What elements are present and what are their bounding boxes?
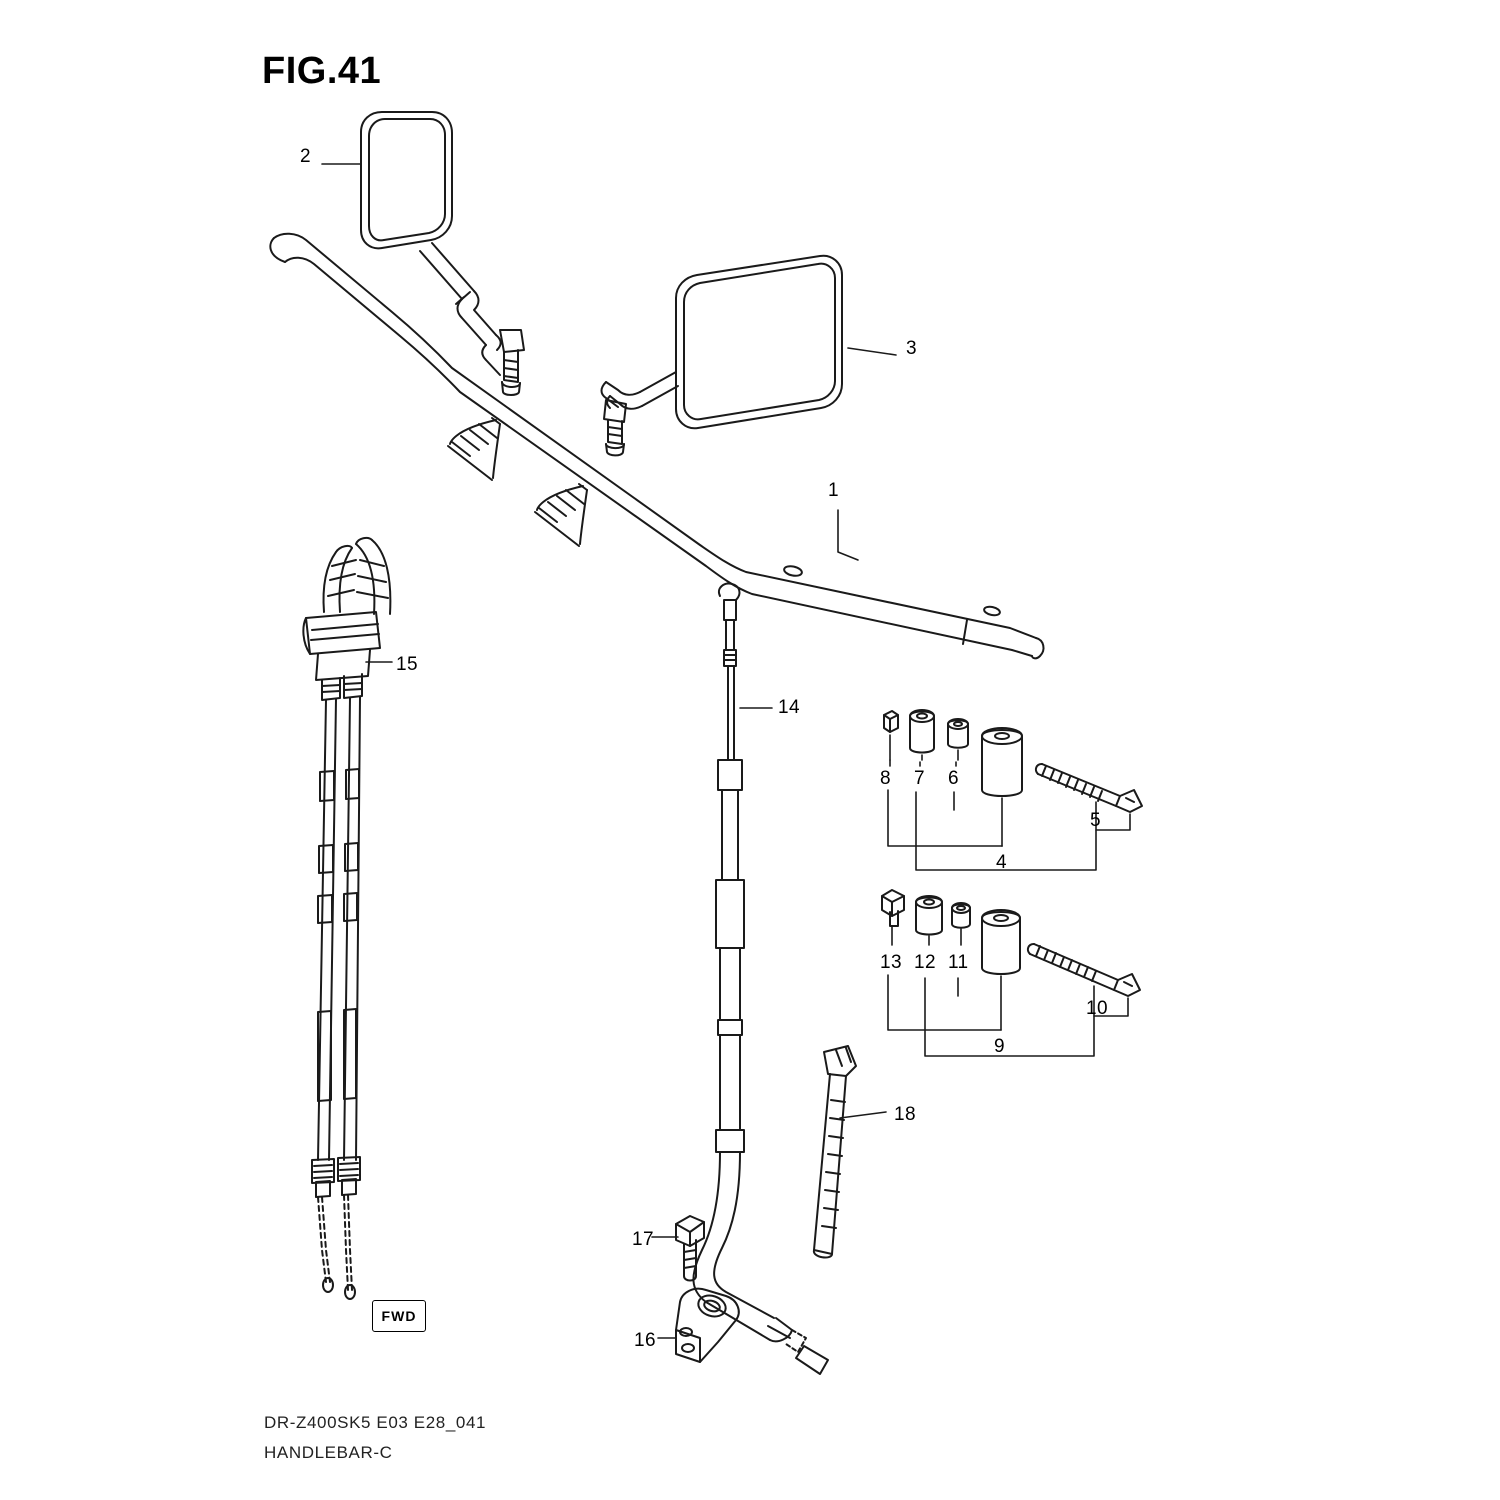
fwd-direction-marker: FWD [372, 1300, 426, 1332]
callout-10[interactable]: 10 [1086, 998, 1108, 1019]
callout-1[interactable]: 1 [828, 480, 839, 501]
balancer-set-upper [884, 710, 1142, 812]
callout-2[interactable]: 2 [300, 146, 311, 167]
callout-5[interactable]: 5 [1090, 810, 1101, 831]
mirror-right-part [602, 256, 843, 456]
mirror-left-part [361, 112, 524, 395]
balancer-set-lower [882, 890, 1140, 996]
callout-15[interactable]: 15 [396, 654, 418, 675]
throttle-cable-part [303, 538, 390, 1299]
leader-lines [322, 164, 1130, 1338]
handlebar-part [270, 234, 1043, 659]
cable-tie-part [814, 1046, 856, 1257]
callout-12[interactable]: 12 [914, 952, 936, 973]
callout-8[interactable]: 8 [880, 768, 891, 789]
figure-footer [264, 1408, 486, 1468]
callout-6[interactable]: 6 [948, 768, 959, 789]
callout-16[interactable]: 16 [634, 1330, 656, 1351]
callout-13[interactable]: 13 [880, 952, 902, 973]
bracket-bolt-part [676, 1216, 704, 1281]
cable-bracket-part [676, 1289, 739, 1362]
figure-title: FIG.41 [262, 50, 382, 92]
footer-section-name: HANDLEBAR-C [264, 1443, 393, 1462]
callout-18[interactable]: 18 [894, 1104, 916, 1125]
callout-11[interactable]: 11 [948, 952, 969, 973]
callout-9[interactable]: 9 [994, 1036, 1005, 1057]
callout-7[interactable]: 7 [914, 768, 925, 789]
footer-model-code: DR-Z400SK5 E03 E28_041 [264, 1413, 487, 1432]
callout-3[interactable]: 3 [906, 338, 917, 359]
callout-4[interactable]: 4 [996, 852, 1007, 873]
clutch-cable-part [693, 584, 828, 1374]
callout-17[interactable]: 17 [632, 1229, 654, 1250]
callout-14[interactable]: 14 [778, 697, 800, 718]
